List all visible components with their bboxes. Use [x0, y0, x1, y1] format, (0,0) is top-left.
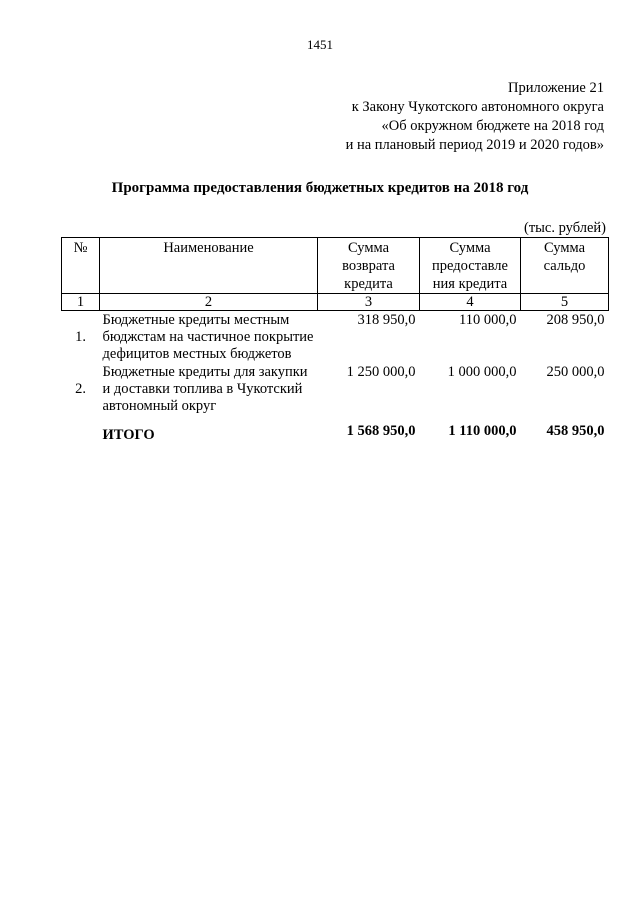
appendix-line-1: Приложение 21 — [508, 80, 604, 96]
row-balance: 208 950,0 — [546, 312, 605, 328]
row-number: 2. — [75, 381, 86, 397]
row-grant-sum: 110 000,0 — [459, 312, 517, 328]
row-grant-sum: 1 000 000,0 — [447, 364, 517, 380]
column-number: 2 — [100, 294, 318, 311]
header-balance: Сумма сальдо — [521, 238, 609, 294]
total-return-sum: 1 568 950,0 — [346, 423, 416, 439]
header-return-sum: Сумма возврата кредита — [318, 238, 420, 294]
header-grant-sum: Сумма предоставле ния кредита — [420, 238, 521, 294]
page-number: 1451 — [307, 37, 333, 52]
header-num: № — [62, 238, 100, 294]
column-number: 5 — [521, 294, 609, 311]
column-number-row — [62, 294, 609, 311]
row-name: Бюджетные кредиты для закупки и доставки топлива в Чукотский автономный округ — [102, 364, 308, 414]
table-row — [62, 363, 609, 415]
total-grant-sum: 1 110 000,0 — [448, 423, 517, 439]
document-title: Программа предоставления бюджетных кредитов на 2018 год — [111, 180, 529, 196]
row-name: Бюджетные кредиты местным бюджстам на частичное покрытие дефицитов местных бюджетов — [102, 312, 314, 362]
table-header-row — [62, 238, 609, 294]
appendix-line-2: к Закону Чукотского автономного округа — [351, 99, 604, 115]
header-name: Наименование — [100, 238, 318, 294]
total-row — [62, 415, 609, 444]
column-number: 3 — [318, 294, 420, 311]
row-number: 1. — [75, 329, 86, 345]
total-label: ИТОГО — [102, 427, 155, 443]
units-label: (тыс. рублей) — [524, 220, 606, 236]
credits-table — [61, 237, 609, 444]
total-num-cell — [62, 415, 100, 444]
column-number: 1 — [62, 294, 100, 311]
appendix-line-3: «Об окружном бюджете на 2018 год — [381, 118, 604, 134]
total-balance: 458 950,0 — [546, 423, 605, 439]
row-balance: 250 000,0 — [546, 364, 605, 380]
table-row — [62, 311, 609, 364]
row-return-sum: 318 950,0 — [357, 312, 416, 328]
row-return-sum: 1 250 000,0 — [346, 364, 416, 380]
column-number: 4 — [420, 294, 521, 311]
appendix-header — [346, 79, 604, 155]
appendix-line-4: и на плановый период 2019 и 2020 годов» — [345, 137, 604, 153]
